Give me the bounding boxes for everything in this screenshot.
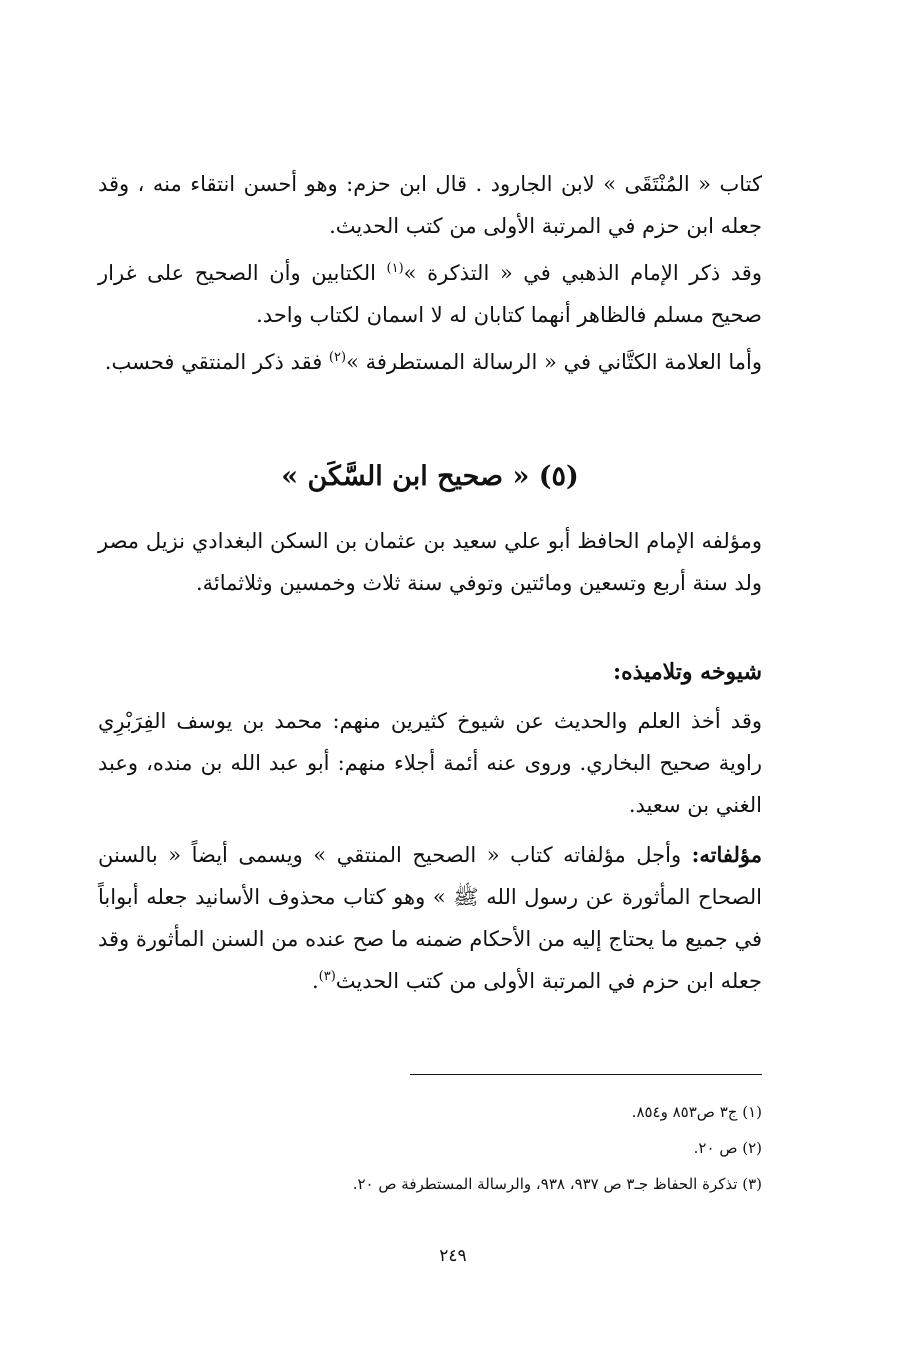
paragraph-works-end: . xyxy=(311,969,319,993)
footnote-ref-3[interactable]: (٣) xyxy=(318,969,336,984)
paragraph-kattani-text-end: فقد ذكر المنتقي فحسب. xyxy=(104,350,329,374)
paragraph-kattani-text-start: وأما العلامة الكتَّاني في « الرسالة المستطرفة » xyxy=(346,350,762,374)
paragraph-dhahabi-text-start: وقد ذكر الإمام الذهبي في « التذكرة » xyxy=(403,261,762,285)
paragraph-muntaqa-text: كتاب « المُنْتَقَى » لابن الجارود . قال ابن حزم: وهو أحسن انتقاء منه ، وقد جعله ابن حزم في المرتبة الأولى من كتب الحديث. xyxy=(98,172,762,238)
paragraph-works xyxy=(98,834,762,1002)
paragraph-author-text: ومؤلفه الإمام الحافظ أبو علي سعيد بن عثمان بن السكن البغدادي نزيل مصر ولد سنة أربع وتسعين ومائتين وتوفي سنة ثلاث وخمسين وثلاثمائة. xyxy=(98,529,762,595)
footnotes xyxy=(98,1094,762,1202)
footnote-1: (١) ج٣ ص٨٥٣ و٨٥٤. xyxy=(631,1103,762,1121)
teachers-subheading: شيوخه وتلاميذه: xyxy=(613,659,762,685)
paragraph-dhahabi xyxy=(98,252,762,336)
paragraph-teachers xyxy=(98,700,762,826)
footnote-ref-2[interactable]: (٢) xyxy=(328,350,347,365)
paragraph-works-text: وأجل مؤلفاته كتاب « الصحيح المنتقي » ويسمى أيضاً « بالسنن الصحاح المأثورة عن رسول الله ﷺ » وهو كتاب محذوف الأسانيد جعله أبواباً في جميع ما يحتاج إليه من الأحكام ضمنه ما صح عنده من السنن المأثورة وقد جعله ابن حزم في المرتبة الأولى من كتب الحديث xyxy=(98,843,762,993)
page-number: ٢٤٩ xyxy=(439,1246,467,1266)
footnote-3: (٣) تذكرة الحفاظ جـ٣ ص ٩٣٧، ٩٣٨، والرسالة المستطرفة ص ٢٠. xyxy=(352,1175,762,1193)
paragraph-author xyxy=(98,520,762,604)
footnote-ref-1[interactable]: (١) xyxy=(386,261,404,276)
section-heading: (٥) « صحيح ابن السَّكَن » xyxy=(281,461,579,492)
footnote-2: (٢) ص ٢٠. xyxy=(693,1139,762,1157)
paragraph-dhahabi-text-end: الكتابين وأن الصحيح على غرار صحيح مسلم فالظاهر أنهما كتابان له لا اسمان لكتاب واحد. xyxy=(98,261,762,327)
paragraph-muntaqa xyxy=(98,163,762,247)
footnote-divider xyxy=(410,1074,762,1075)
paragraph-teachers-text: وقد أخذ العلم والحديث عن شيوخ كثيرين منهم: محمد بن يوسف الفِرَبْرِي راوية صحيح البخاري. وروى عنه أئمة أجلاء منهم: أبو عبد الله بن منده، وعبد الغني بن سعيد. xyxy=(98,709,762,817)
paragraph-kattani xyxy=(98,341,762,383)
works-lead-label: مؤلفاته: xyxy=(691,842,762,867)
